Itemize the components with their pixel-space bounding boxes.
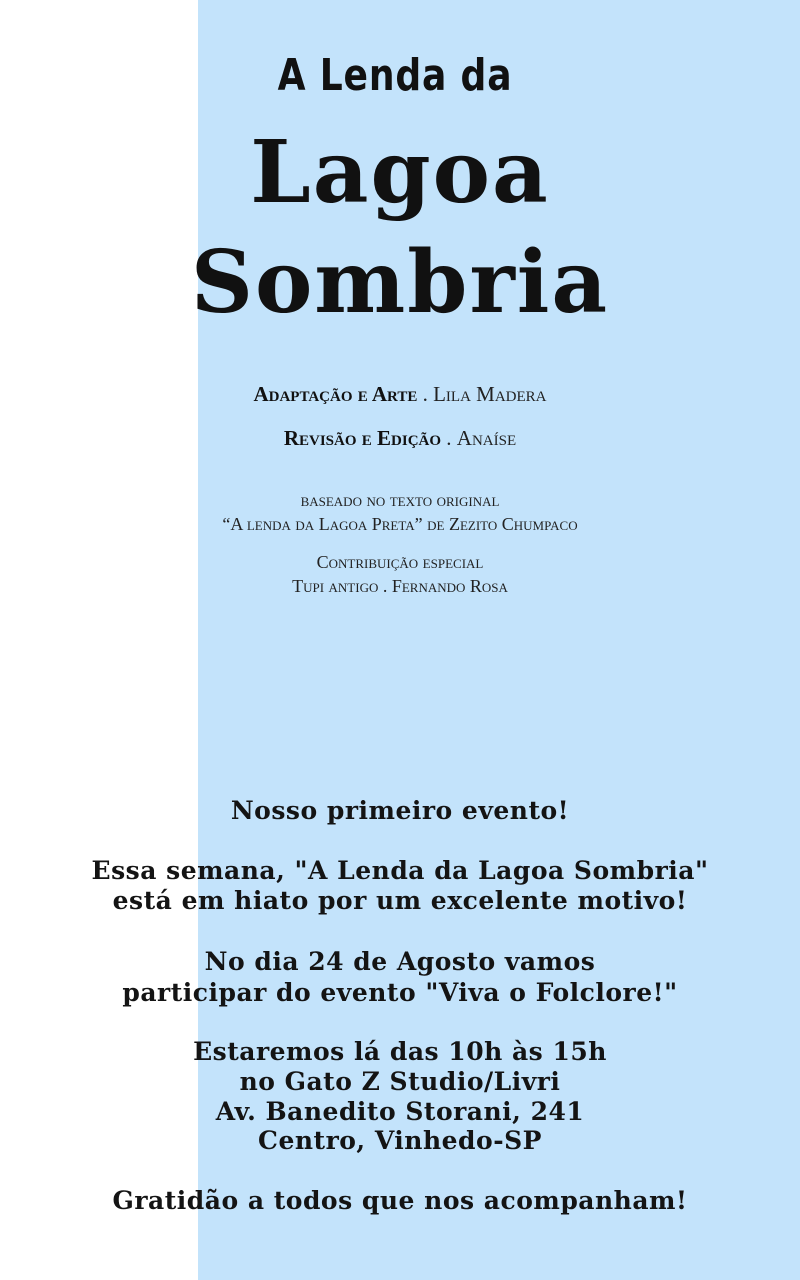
credit-separator: . <box>417 382 434 406</box>
event-p3-line-1: Estaremos lá das 10h às 15h <box>193 1037 607 1066</box>
title-line-2: Sombria <box>190 232 610 333</box>
event-closing: Gratidão a todos que nos acompanham! <box>112 1186 688 1215</box>
event-p3-line-2: no Gato Z Studio/Livri <box>239 1067 561 1096</box>
credit-revision <box>200 426 600 451</box>
credit-revision-name: Anaíse <box>456 426 517 450</box>
contribution-line-2: Tupi antigo . Fernando Rosa <box>292 576 508 596</box>
contribution-block <box>200 550 600 598</box>
based-on-block <box>150 488 650 536</box>
contribution-line-1: Contribuição especial <box>316 552 484 572</box>
event-p1-line-1: Essa semana, "A Lenda da Lagoa Sombria" <box>91 856 709 885</box>
title-line-1: Lagoa <box>250 122 550 223</box>
event-p3-line-4: Centro, Vinhedo-SP <box>258 1126 542 1155</box>
title-kicker: A Lenda da <box>277 50 513 101</box>
based-on-line-1: baseado no texto original <box>300 490 500 510</box>
credit-revision-label: Revisão e Edição <box>283 426 442 450</box>
event-p3-line-3: Av. Banedito Storani, 241 <box>215 1097 585 1126</box>
credit-adaptation-name: Lila Madera <box>433 382 547 406</box>
event-p2-line-1: No dia 24 de Agosto vamos <box>204 947 596 976</box>
event-p1-line-2: está em hiato por um excelente motivo! <box>112 886 688 915</box>
credit-adaptation-label: Adaptação e Arte <box>253 382 418 406</box>
event-p2-line-2: participar do evento "Viva o Folclore!" <box>122 978 678 1007</box>
event-heading: Nosso primeiro evento! <box>230 796 570 825</box>
based-on-line-2: “A lenda da Lagoa Preta” de Zezito Chumpaco <box>222 514 578 534</box>
credit-adaptation <box>200 382 600 407</box>
credit-separator: . <box>441 426 457 450</box>
